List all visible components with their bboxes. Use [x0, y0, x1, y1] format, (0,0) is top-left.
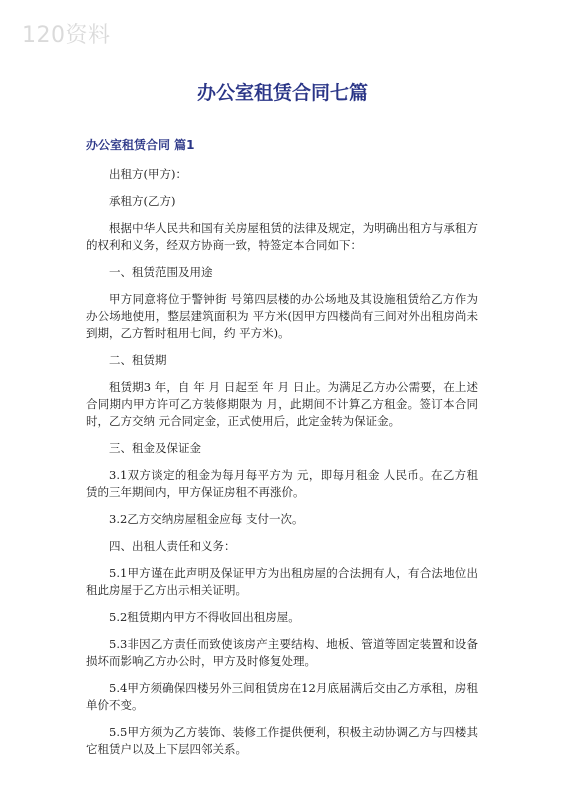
clause-heading-term: 二、租赁期: [109, 353, 167, 367]
document-title: 办公室租赁合同七篇: [196, 82, 368, 104]
paragraph-duty-5-1: 5.1甲方谨在此声明及保证甲方为出租房屋的合法拥有人，有合法地位出租此房屋于乙方出示相关证明。: [86, 566, 478, 597]
paragraph-term: 租赁期3 年，自 年 月 日起至 年 月 日止。为满足乙方办公需要，在上述合同期内甲方许可乙方装修期限为 月，此期间不计算乙方租金。签订本合同时，乙方交纳 元合同定金，正式使用后，此定金转为保证金。: [86, 380, 478, 428]
clause-heading-rent: 三、租金及保证金: [109, 441, 201, 455]
paragraph-rent-3-1: 3.1双方谈定的租金为每月每平方为 元，即每月租金 人民币。在乙方租赁的三年期间内，甲方保证房租不再涨价。: [86, 468, 478, 499]
clause-heading-scope: 一、租赁范围及用途: [109, 265, 213, 279]
paragraph-lessee: 承租方(乙方): [109, 194, 176, 208]
paragraph-scope: 甲方同意将位于警钟街 号第四层楼的办公场地及其设施租赁给乙方作为办公场地使用，整层建筑面积为 平方米(因甲方四楼尚有三间对外出租房尚未到期，乙方暂时租用七间，约 平方米)。: [86, 292, 478, 340]
section-title: 办公室租赁合同 篇1: [86, 138, 195, 152]
paragraph-lessor: 出租方(甲方)：: [109, 167, 187, 181]
paragraph-duty-5-5: 5.5甲方须为乙方装饰、装修工作提供便利，积极主动协调乙方与四楼其它租赁户以及上下层四邻关系。: [86, 725, 478, 756]
paragraph-rent-3-2: 3.2乙方交纳房屋租金应每 支付一次。: [109, 512, 304, 526]
paragraph-preamble: 根据中华人民共和国有关房屋租赁的法律及规定，为明确出租方与承租方的权利和义务，经双方协商一致，特签定本合同如下：: [86, 221, 478, 252]
paragraph-duty-5-3: 5.3非因乙方责任而致使该房产主要结构、地板、管道等固定装置和设备损坏而影响乙方办公时，甲方及时修复处理。: [86, 637, 478, 668]
paragraph-duty-5-2: 5.2租赁期内甲方不得收回出租房屋。: [109, 610, 300, 624]
document-body: [86, 166, 478, 768]
clause-heading-lessor-duties: 四、出租人责任和义务：: [109, 539, 236, 553]
watermark: 120资料: [22, 23, 111, 48]
paragraph-duty-5-4: 5.4甲方须确保四楼另外三间租赁房在12月底届满后交由乙方承租，房租单价不变。: [86, 681, 478, 712]
